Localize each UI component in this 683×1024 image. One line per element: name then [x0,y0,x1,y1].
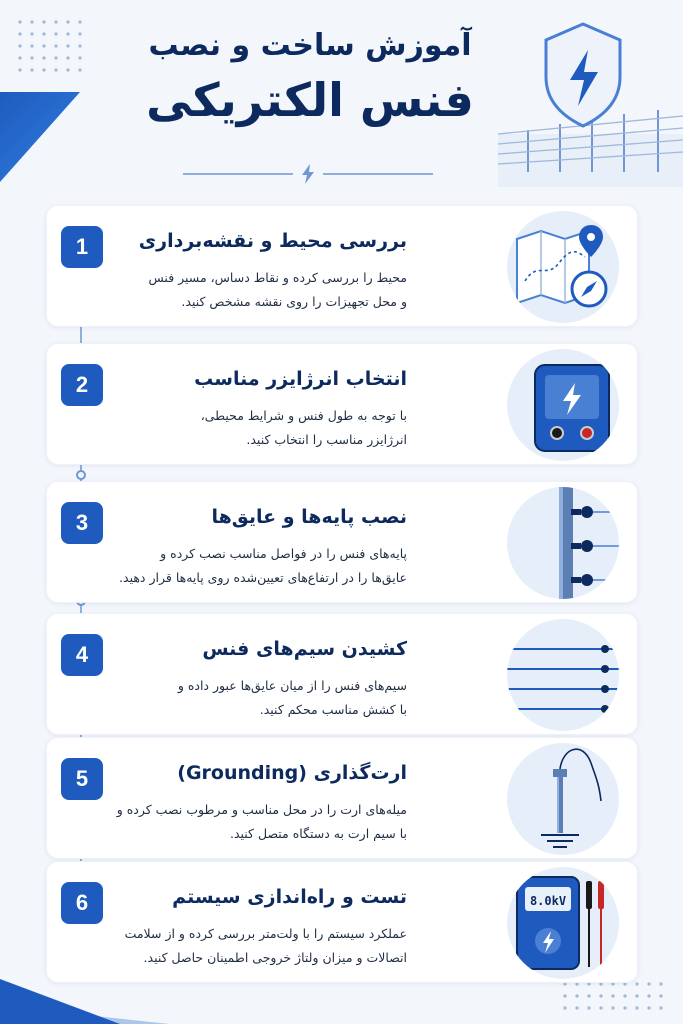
page-header [100,28,520,127]
voltmeter-icon [507,867,619,979]
ground-rod-icon [507,743,619,855]
step-description-line: محیط را بررسی کرده و نقاط دساس، مسیر فنس [148,270,407,285]
step-title: نصب پایه‌ها و عایق‌ها [211,506,407,528]
map-compass-icon [507,211,619,323]
step-description-line: عایق‌ها را در ارتفاع‌های تعیین‌شده روی پایه‌ها قرار دهید. [119,570,407,585]
step-description-line: اتصالات و میزان ولتاژ خروجی اطمینان حاصل کنید. [143,950,407,965]
step-card-5 [46,737,638,859]
post-insulator-icon [507,487,619,599]
step-number: 4 [61,634,103,676]
title-divider [183,164,433,184]
step-number: 3 [61,502,103,544]
dots-decoration-bottom-right [559,978,669,1018]
wires-icon [507,619,619,731]
step-card-6 [46,861,638,983]
step-number: 1 [61,226,103,268]
bolt-icon [300,164,316,184]
step-title: انتخاب انرژایزر مناسب [194,368,407,390]
step-card-4 [46,613,638,735]
step-description [107,922,407,970]
step-description-line: با سیم ارت به دستگاه متصل کنید. [229,826,407,841]
step-description-line: میله‌های ارت را در محل مناسب و مرطوب نصب کرده و [116,802,407,817]
step-description [107,798,407,846]
step-description-line: با کشش مناسب محکم کنید. [259,702,407,717]
step-title: تست و راه‌اندازی سیستم [172,886,407,908]
step-card-2 [46,343,638,465]
step-number: 2 [61,364,103,406]
corner-triangle-bottom-left [0,979,120,1024]
title-line-1: آموزش ساخت و نصب [148,28,472,63]
step-title: ارت‌گذاری (Grounding) [177,762,407,784]
meter-reading: 8.0kV [529,894,567,908]
energizer-icon [507,349,619,461]
step-title: کشیدن سیم‌های فنس [202,638,407,660]
step-title: بررسی محیط و نقشه‌برداری [138,230,407,252]
step-description [107,266,407,314]
dots-decoration-top-left [14,16,84,78]
shield-fence-illustration [498,22,683,187]
step-description-line: انرژایزر مناسب را انتخاب کنید. [246,432,407,447]
step-description-line: و محل تجهیزات را روی نقشه مشخص کنید. [181,294,407,309]
corner-triangle-left [0,92,80,182]
timeline-dot [76,470,86,480]
step-card-3 [46,481,638,603]
step-description-line: پایه‌های فنس را در فواصل مناسب نصب کرده و [160,546,407,561]
step-number: 6 [61,882,103,924]
step-description-line: عملکرد سیستم را با ولت‌متر بررسی کرده و از سلامت [124,926,407,941]
title-line-2: فنس الکتریکی [146,73,474,127]
step-description-line: با توجه به طول فنس و شرایط محیطی، [200,408,407,423]
step-description [107,674,407,722]
step-description [107,404,407,452]
step-description-line: سیم‌های فنس را از میان عایق‌ها عبور داده و [177,678,407,693]
step-description [107,542,407,590]
step-card-1 [46,205,638,327]
step-number: 5 [61,758,103,800]
